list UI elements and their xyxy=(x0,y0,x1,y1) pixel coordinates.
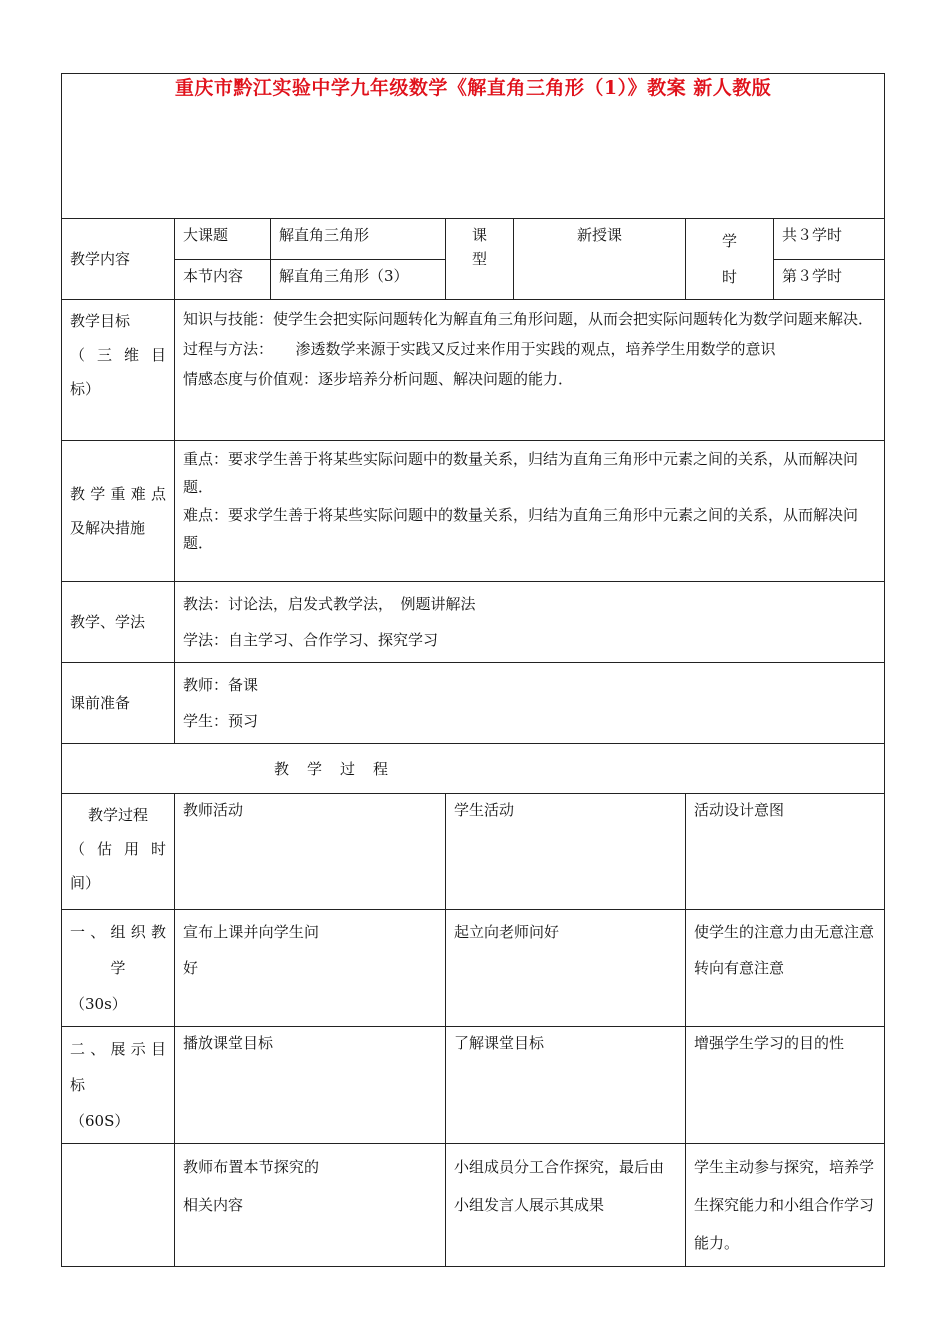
row2-stage-1: 二、展示目 xyxy=(70,1040,166,1058)
row1-teacher xyxy=(175,910,446,1027)
row1-stage-1: 一、组织教 xyxy=(70,923,166,941)
process-row xyxy=(62,1144,885,1267)
row1-student: 起立向老师问好 xyxy=(446,910,686,1027)
hours-label-1: 学 xyxy=(721,232,737,250)
row2-teacher: 播放课堂目标 xyxy=(175,1027,446,1144)
row3-student: 小组成员分工合作探究，最后由小组发言人展示其成果 xyxy=(446,1144,686,1267)
prep-teacher: 教师：备课 xyxy=(183,676,259,694)
header-stage xyxy=(62,794,175,910)
keypoints-label-1: 教学重难点 xyxy=(70,485,166,503)
process-heading: 教学过程 xyxy=(273,759,406,778)
prep-student: 学生：预习 xyxy=(183,712,259,730)
row1-teacher-text: 宣布上课并向学生问好 xyxy=(183,923,319,977)
keypoints-content xyxy=(175,441,885,582)
goal-process: 过程与方法： 渗透数学来源于实践又反过来作用于实践的观点，培养学生用数学的意识 xyxy=(183,340,776,358)
header-stage-2: （ 估 用 时 xyxy=(70,840,166,858)
hours-current: 第３学时 xyxy=(774,259,885,300)
row1-stage-3: （30s） xyxy=(70,995,127,1013)
lesson-type-value: 新授课 xyxy=(514,219,686,300)
teaching-method: 教法：讨论法，启发式教学法， 例题讲解法 xyxy=(183,595,476,613)
goals-label-3: 标） xyxy=(70,380,101,398)
row2-student: 了解课堂目标 xyxy=(446,1027,686,1144)
goals-label xyxy=(62,300,175,441)
row2-stage-3: （60S） xyxy=(70,1112,130,1130)
methods-content xyxy=(175,582,885,663)
lesson-type-label xyxy=(446,219,514,300)
goal-knowledge: 知识与技能：使学生会把实际问题转化为解直角三角形问题，从而会把实际问题转化为数学问题来解决． xyxy=(183,310,874,328)
lesson-type-label-2: 型 xyxy=(471,250,487,268)
prep-content xyxy=(175,663,885,744)
row1-stage xyxy=(62,910,175,1027)
goal-attitude: 情感态度与价值观：逐步培养分析问题、解决问题的能力． xyxy=(183,370,574,388)
row3-teacher-text: 教师布置本节探究的相关内容 xyxy=(183,1158,319,1214)
methods-label: 教学、学法 xyxy=(62,582,175,663)
learning-method: 学法：自主学习、合作学习、探究学习 xyxy=(183,631,439,649)
row1-stage-2: 学 xyxy=(110,959,126,977)
prep-label: 课前准备 xyxy=(62,663,175,744)
lesson-plan-document xyxy=(61,73,884,1267)
topic-value: 解直角三角形 xyxy=(271,219,446,260)
topic-label: 大课题 xyxy=(175,219,271,260)
difficult-point: 难点：要求学生善于将某些实际问题中的数量关系，归结为直角三角形中元素之间的关系，从而解决问题． xyxy=(183,506,859,552)
row3-teacher xyxy=(175,1144,446,1267)
lesson-type-label-1: 课 xyxy=(471,226,487,244)
section-value: 解直角三角形（3） xyxy=(271,259,446,300)
hours-total: 共３学时 xyxy=(774,219,885,260)
lesson-plan-table xyxy=(61,73,885,1267)
goals-label-1: 教学目标 xyxy=(70,312,131,330)
goals-content xyxy=(175,300,885,441)
keypoints-label-2: 及解决措施 xyxy=(70,519,146,537)
header-stage-1: 教学过程 xyxy=(87,806,148,824)
header-intent: 活动设计意图 xyxy=(686,794,885,910)
goals-label-2: （ 三 维 目 xyxy=(70,346,166,364)
row1-intent: 使学生的注意力由无意注意转向有意注意 xyxy=(686,910,885,1027)
process-row xyxy=(62,910,885,1027)
row2-intent: 增强学生学习的目的性 xyxy=(686,1027,885,1144)
hours-label xyxy=(686,219,774,300)
row3-stage xyxy=(62,1144,175,1267)
header-teacher: 教师活动 xyxy=(175,794,446,910)
document-title: 重庆市黔江实验中学九年级数学《解直角三角形（1）》教案 新人教版 xyxy=(62,74,885,219)
hours-label-2: 时 xyxy=(721,268,737,286)
header-stage-3: 间） xyxy=(70,874,101,892)
section-label: 本节内容 xyxy=(175,259,271,300)
row2-stage xyxy=(62,1027,175,1144)
content-label: 教学内容 xyxy=(62,219,175,300)
row3-intent: 学生主动参与探究，培养学生探究能力和小组合作学习能力。 xyxy=(686,1144,885,1267)
process-row xyxy=(62,1027,885,1144)
row2-stage-2: 标 xyxy=(70,1076,86,1094)
key-point: 重点：要求学生善于将某些实际问题中的数量关系，归结为直角三角形中元素之间的关系，从而解决问题． xyxy=(183,450,859,496)
keypoints-label xyxy=(62,441,175,582)
process-heading-cell xyxy=(62,744,885,794)
header-student: 学生活动 xyxy=(446,794,686,910)
